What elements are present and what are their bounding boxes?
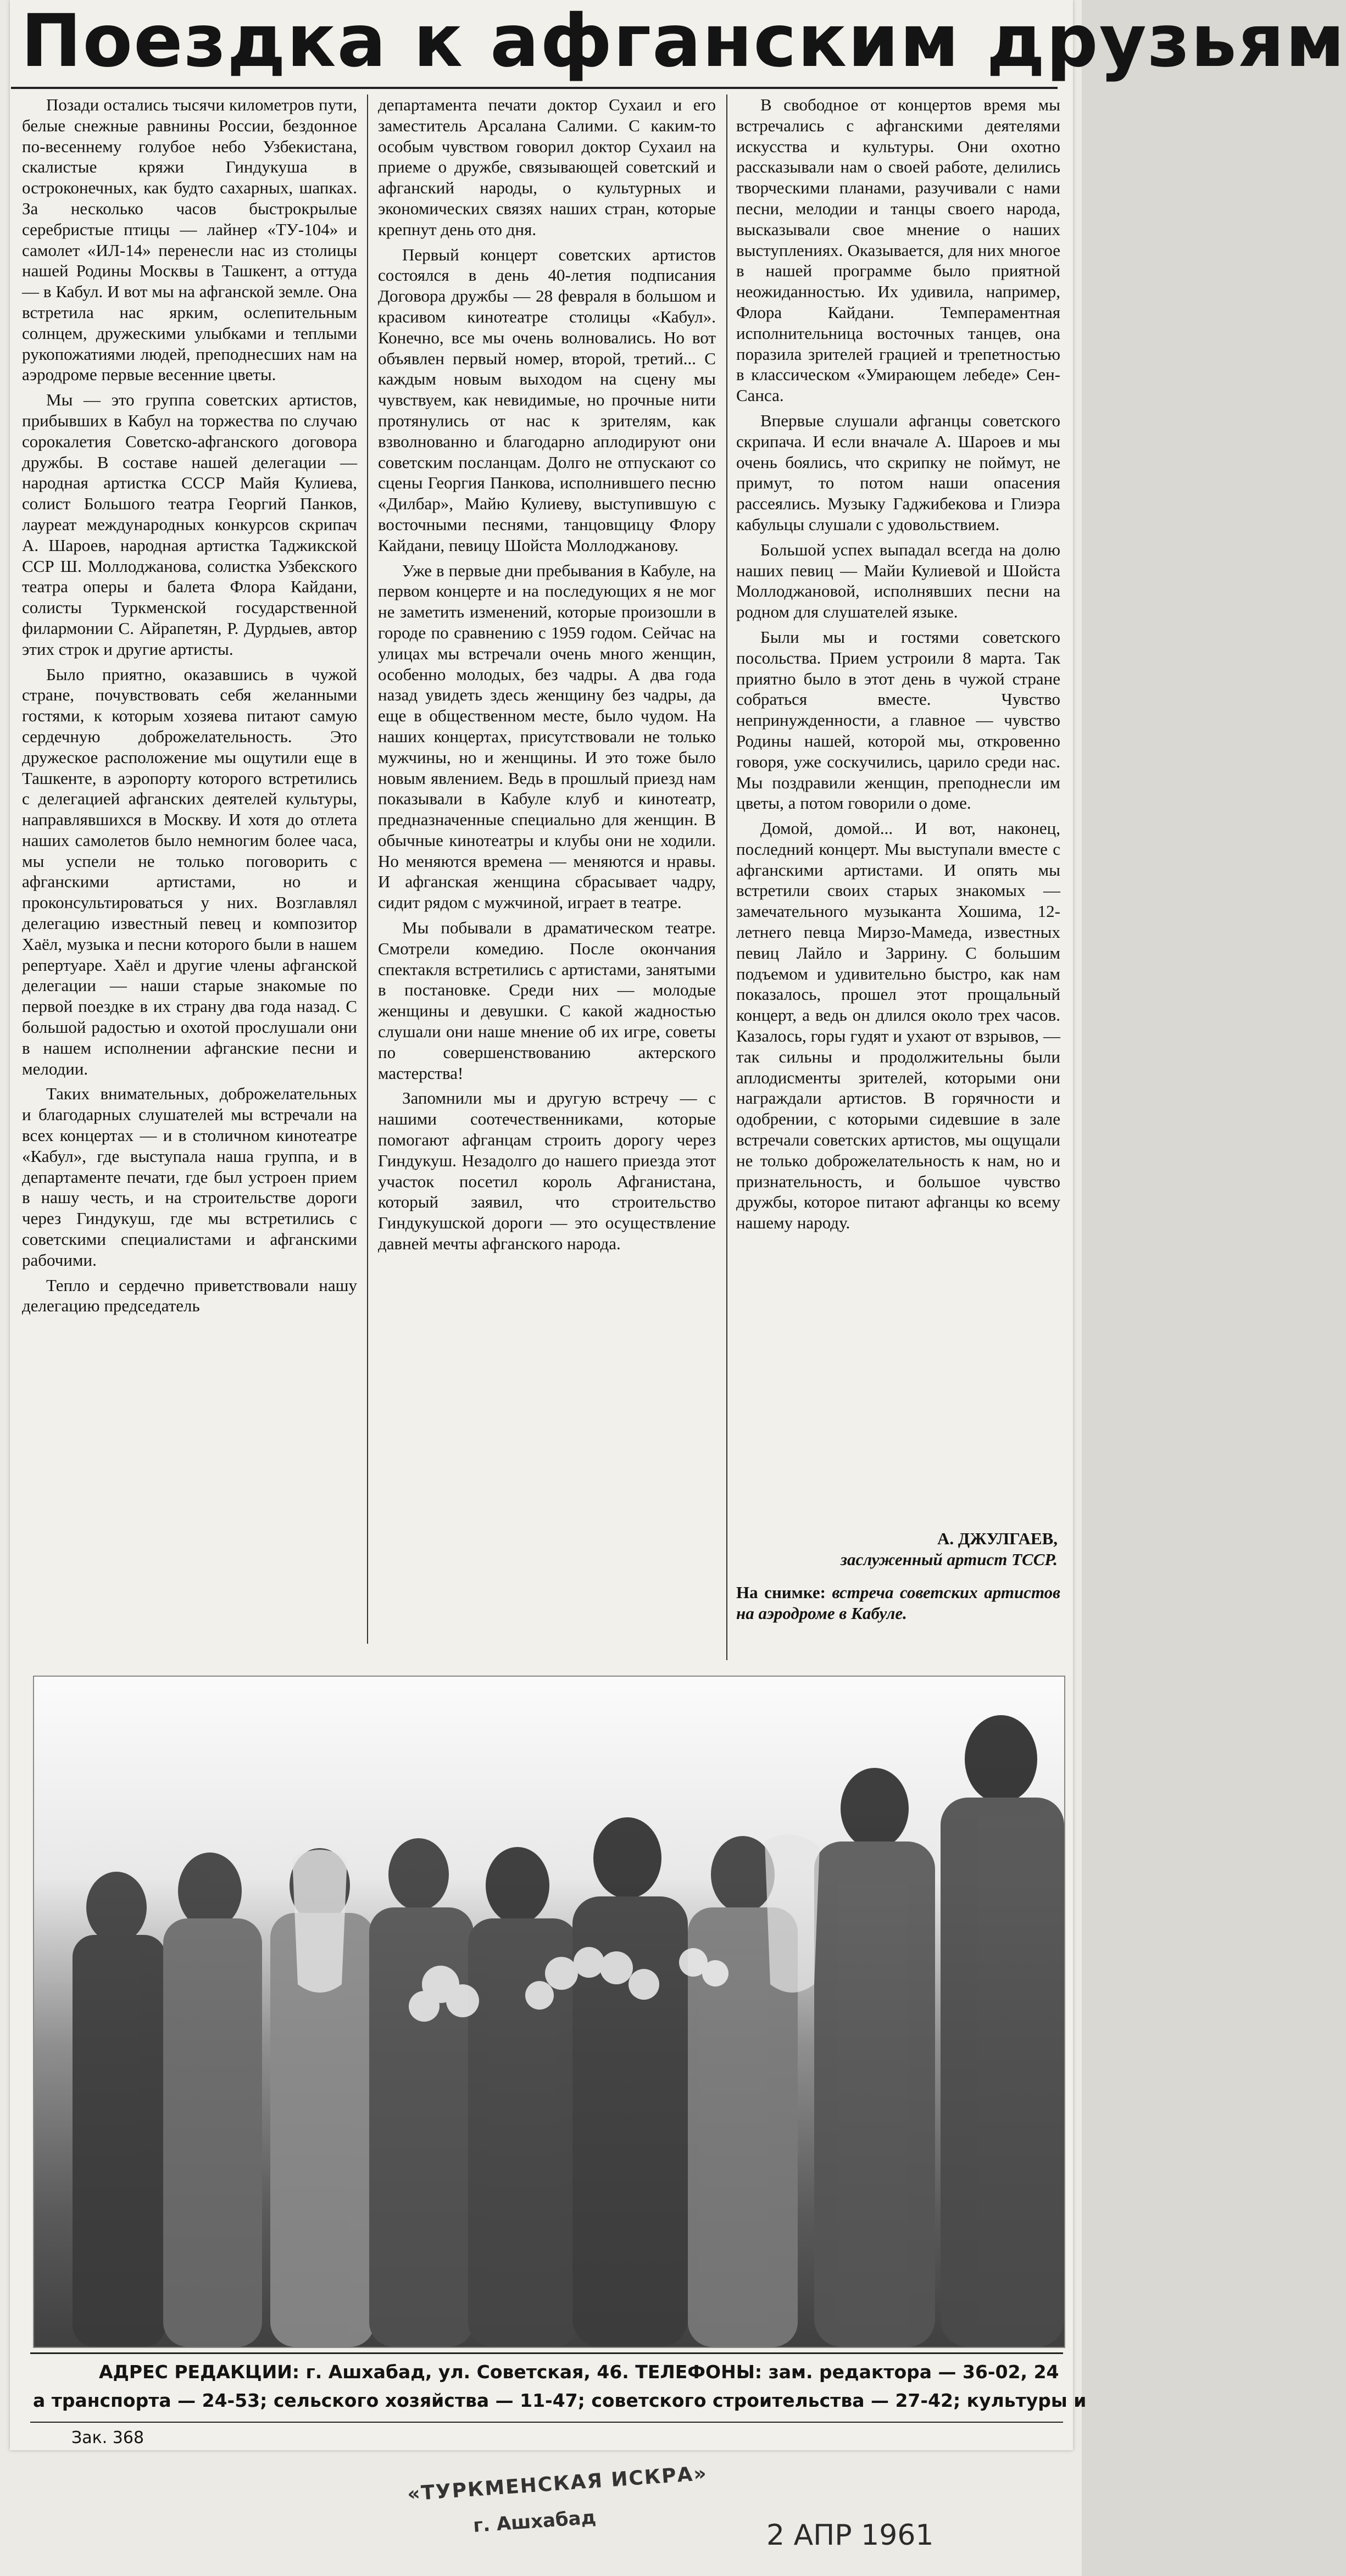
paragraph: В свободное от концертов время мы встречались с афганскими деятелями искусства и культуры. Они охотно рассказывали нам о своей работе, делились творческими планами, разучивали с нами песни, мелодии и танцы своего народа, высказывали свое мнение о наших выступлениях. Оказывается, для них многое в нашей программе было приятной неожиданностью. Их удивила, например, Флора Кайдани. Темпераментная исполнительница восточных танцев, она поразила зрителей грацией и трепетностью в классическом «Умирающем лебеде» Сен-Санса. <box>736 95 1060 405</box>
column-divider-1 <box>367 94 368 1644</box>
photo-caption <box>736 1582 1060 1624</box>
article-column-3 <box>736 94 1060 1523</box>
caption-lead: На снимке: <box>736 1583 826 1602</box>
headline-rule <box>11 87 1058 89</box>
paragraph: Было приятно, оказавшись в чужой стране, почувствовать себя желанными гостями, к которым хозяева питают самую сердечную доброжелательность. Это дружеское расположение мы ощутили еще в Ташкенте, в аэропорту которого встретились с делегацией афганских деятелей культуры, направлявшихся в Москву. И хотя до отлета наших самолетов было немногим более часа, мы успели не только поговорить с афганскими артистами, но и проконсультироваться у них. Возглавлял делегацию известный певец и композитор Хаёл, музыка и песни которого были в нашем репертуаре. Хаёл и другие члены афганской делегации — наши старые знакомые по первой поездке в их страну два года назад. С большой радостью и охотой прослушали они в нашем исполнении афганские песни и мелодии. <box>22 664 357 1078</box>
stamp-newspaper-name: «ТУРКМЕНСКАЯ ИСКРА» <box>407 2462 708 2506</box>
paragraph: Были мы и гостями советского посольства. Прием устроили 8 марта. Так приятно было в этот день в чужой стране собраться вместе. Чувство непринужденности, а главное — чувство Родины нашей, которой мы, откровенно говоря, уже соскучились, царило среди нас. Мы поздравили женщин, преподнесли им цветы, а потом говорили о доме. <box>736 627 1060 813</box>
order-number: Зак. 368 <box>71 2428 144 2447</box>
address-line-2: а транспорта — 24-53; сельского хозяйства — 11-47; советского строительства — 27-42; культуры и <box>33 2390 1087 2411</box>
column-divider-2 <box>726 94 727 1660</box>
airport-meeting-photo <box>33 1676 1065 2348</box>
paragraph: Мы — это группа советских артистов, прибывших в Кабул на торжества по случаю сорокалетия Советско-афганского договора дружбы. В составе нашей делегации — народная артистка СССР Майя Кулиева, солист Большого театра Георгий Панков, лауреат международных конкурсов скрипач А. Шароев, народная артистка Таджикской ССР Ш. Моллоджанова, солистка Узбекского театра оперы и балета Флора Кайдани, солисты Туркменской государственной филармонии С. Айрапетян, Р. Дурдыев, автор этих строк и другие артисты. <box>22 390 357 659</box>
paragraph: департамента печати доктор Сухаил и его заместитель Арсалана Салими. С каким-то особым чувством говорил доктор Сухаил на приеме о дружбе, связывающей советский и афганский народы, о культурных и экономических связях наших стран, которые крепнут день ото дня. <box>378 95 716 239</box>
caption-text: встреча советских артистов на аэродроме в Кабуле. <box>736 1583 1060 1623</box>
paragraph: Тепло и сердечно приветствовали нашу делегацию председатель <box>22 1275 357 1316</box>
paragraph: Домой, домой... И вот, наконец, последний концерт. Мы выступали вместе с афганскими артистами. И опять мы встретили своих старых знакомых — замечательного музыканта Хошима, 12-летнего певца Мирзо-Мамеда, известных певиц Лайло и Заррину. С большим подъемом и удивительно быстро, как нам показалось, прошел этот прощальный концерт, а ведь он длился около трех часов. Казалось, горы гудят и ухают от взрывов, — так сильны и продолжительны были аплодисменты зрителей, которыми они награждали артистов. В горячности и одобрении, с которыми сидевшие в зале встречали советских артистов, мы ощущали не только доброжелательность к нам, но и признательность, и большое чувство дружбы, которое питают афганцы ко всему нашему народу. <box>736 819 1060 1233</box>
newspaper-stamp <box>407 2462 708 2549</box>
stamp-city: г. Ашхабад <box>472 2506 597 2537</box>
photo-illustration <box>34 1677 1064 2347</box>
footer-rule-bottom <box>30 2422 1063 2423</box>
paragraph: Запомнили мы и другую встречу — с нашими соотечественниками, которые помогают афганцам строить дорогу через Гиндукуш. Незадолго до нашего приезда этот участок посетил король Афганистана, который заявил, что строительство Гиндукушской дороги — это осуществление давней мечты афганского народа. <box>378 1088 716 1254</box>
paragraph: Позади остались тысячи километров пути, белые снежные равнины России, бездонное по-весеннему голубое небо Узбекистана, скалистые кряжи Гиндукуша в остроконечных, как будто сахарных, шапках. За несколько часов быстрокрылые серебристые птицы — лайнер «ТУ-104» и самолет «ИЛ-14» перенесли нас из столицы нашей Родины Москвы в Ташкент, а оттуда — в Кабул. И вот мы на афганской земле. Она встретила нас ярким, ослепительным солнцем, дружескими улыбками и теплыми рукопожатиями людей, преподнесших нам на аэродроме первые весенние цветы. <box>22 95 357 385</box>
article-headline: Поездка к афганским друзьям <box>21 0 1346 84</box>
author-name: А. ДЖУЛГАЕВ, <box>937 1529 1058 1548</box>
paragraph: Таких внимательных, доброжелательных и благодарных слушателей мы встречали на всех концертах — и в столичном кинотеатре «Кабул», где выступала наша группа, и в департаменте печати, где был устроен прием в нашу честь, и на строительстве дороги через Гиндукуш, где мы встретились с советскими специалистами и афганскими рабочими. <box>22 1084 357 1270</box>
address-line-1: АДРЕС РЕДАКЦИИ: г. Ашхабад, ул. Советская, 46. ТЕЛЕФОНЫ: зам. редактора — 36-02, 24 <box>99 2361 1059 2383</box>
paragraph: Первый концерт советских артистов состоялся в день 40-летия подписания Договора дружбы — 28 февраля в большом и красивом кинотеатре столицы «Кабул». Конечно, все мы очень волновались. Но вот объявлен первый номер, второй, третий... С каждым новым выходом на сцену мы чувствуем, как невидимые, но прочные нити протянулись от нас к зрителям, как взволнованно и благодарно аплодируют они советским посланцам. Долго не отпускают со сцены Георгия Панкова, исполнившего песню «Дилбар», Майю Кулиеву, выступившую с восточными песнями, танцовщицу Флору Кайдани, певицу Шойста Моллоджанову. <box>378 244 716 555</box>
author-title: заслуженный артист ТССР. <box>840 1550 1058 1569</box>
article-column-1 <box>22 94 357 1633</box>
paragraph: Мы побывали в драматическом театре. Смотрели комедию. После окончания спектакля встретились с артистами, занятыми в постановке. Среди них — молодые женщины и девушки. С какой жадностью слушали они наше мнение об их игре, советы по совершенствованию актерского мастерства! <box>378 918 716 1083</box>
author-signature <box>736 1528 1058 1570</box>
date-stamp: 2 АПР 1961 <box>766 2519 934 2552</box>
paragraph: Впервые слушали афганцы советского скрипача. И если вначале А. Шароев и мы очень боялись, что скрипку не поймут, не примут, то потом наши опасения рассеялись. Музыку Гаджибекова и Глиэра кабульцы слушали с удовольствием. <box>736 410 1060 534</box>
article-column-2 <box>378 94 716 1633</box>
footer-rule <box>30 2352 1063 2354</box>
paragraph: Большой успех выпадал всегда на долю наших певиц — Майи Кулиевой и Шойста Моллоджановой, исполнявших песни на родном для слушателей языке. <box>736 539 1060 622</box>
editorial-address <box>33 2358 1087 2424</box>
paragraph: Уже в первые дни пребывания в Кабуле, на первом концерте и на последующих я не мог не заметить изменений, которые произошли в городе по сравнению с 1959 годом. Сейчас на улицах мы встречали очень много женщин, особенно молодых, без чадры. А два года назад увидеть здесь женщину без чадры, да еще в общественном месте, было чудом. На наших концертах, присутствовали не только мужчины, но и женщины. И это тоже было новым явлением. Ведь в прошлый приезд нам показывали в Кабуле клуб и кинотеатр, предназначенные специально для женщин. В обычные кинотеатры и клубы они не ходили. Но меняются времена — меняются и нравы. И афганская женщина сбрасывает чадру, сидит рядом с мужчиной, играет в театре. <box>378 560 716 913</box>
